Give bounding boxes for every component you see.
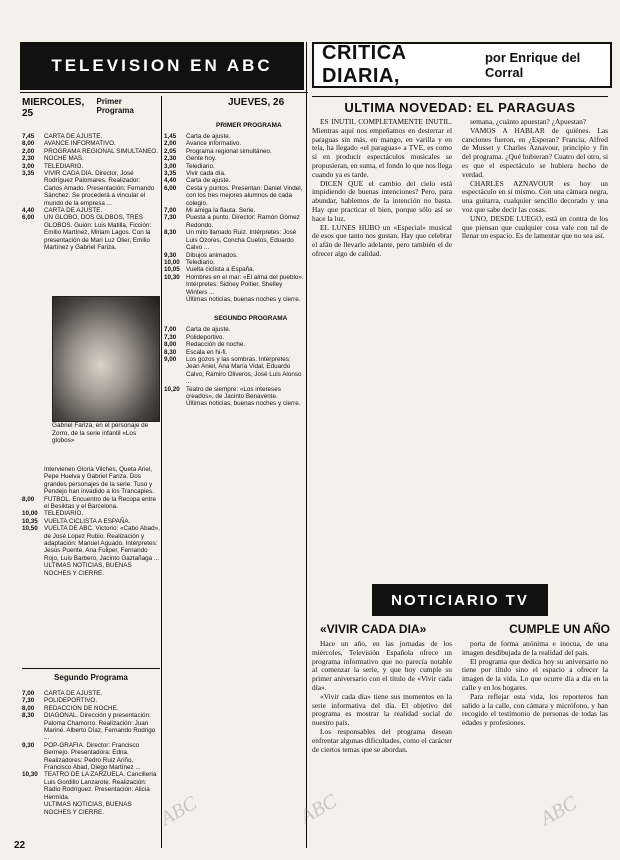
schedule-text: CARTA DE AJUSTE. (44, 207, 103, 215)
schedule-text: Polideportivo. (186, 333, 225, 341)
wednesday-schedule-continued (22, 466, 160, 577)
critica-title: CRITICA DIARIA, (322, 42, 406, 87)
schedule-time: 10,00 (22, 510, 38, 518)
photo-caption: Gabriel Fariza, en el personaje de Zorro, de la serie infantil «Los globos» (52, 422, 149, 445)
schedule-time (22, 466, 44, 496)
schedule-row (22, 496, 160, 511)
schedule-text: TELEDIARIO. (44, 510, 84, 518)
schedule-text: Carta de ajuste. (186, 177, 231, 185)
schedule-row (164, 229, 304, 251)
schedule-row (164, 170, 304, 177)
schedule-time: 6,00 (164, 184, 177, 192)
critica-column-1 (312, 118, 452, 566)
schedule-row (164, 386, 304, 401)
wednesday-second-schedule (22, 690, 160, 816)
schedule-text: TELEDIARIO. (44, 162, 84, 170)
schedule-time: 10,20 (164, 385, 180, 393)
schedule-row (164, 252, 304, 259)
schedule-text: Hombres en el mar: «El alma del pueblo». Intérpretes: Sidney Poitier, Shelley Winters ... (186, 273, 304, 296)
abc-watermark: ABC (156, 792, 201, 831)
thursday-day: JUEVES, 26 (228, 97, 285, 108)
article-paragraph: Para reflejar esta vida, los reporteros han salido a la calle, con cámara y micrófono, y han recogido el testimonio de personas de todas las edades y profesiones. (462, 691, 608, 728)
critica-heading: ULTIMA NOVEDAD: EL PARAGUAS (344, 100, 576, 115)
schedule-text: Escala en hi-fi. (186, 348, 228, 356)
wednesday-program-label: Primer Programa (96, 97, 134, 115)
second-program-label: Segundo Programa (54, 673, 128, 682)
schedule-time (164, 296, 186, 303)
article-paragraph: ES INUTIL COMPLETAMENTE INUTIL. Mientras aquí nos empeñamos en desterrar el paraguas sin más, en mango, en varilla y en tela, ha llegado «el paraguas» a TVE, es como si en producir espectáculos musicales se propusieran, en suma, el fondo lo que nos llega cuando ya es tarde. (312, 118, 452, 179)
schedule-text: Vivir cada día. (186, 170, 226, 178)
page-number: 22 (14, 840, 26, 851)
schedule-text: PROGRAMA REGIONAL SIMULTANEO. (44, 147, 158, 155)
schedule-time: 2,05 (164, 147, 177, 155)
thursday-second-program-label: SEGUNDO PROGRAMA (214, 315, 288, 323)
schedule-text: Telediario. (186, 258, 215, 266)
schedule-time: 7,00 (22, 690, 35, 697)
schedule-text: NOCHE MAS. (44, 155, 84, 163)
schedule-time: 7,45 (22, 133, 35, 140)
schedule-text: Programa regional simultáneo. (186, 147, 272, 155)
schedule-text: Últimas noticias, buenas noches y cierre. (186, 400, 301, 408)
schedule-row (164, 326, 304, 333)
schedule-row (164, 155, 304, 162)
abc-watermark: ABC (536, 792, 581, 831)
schedule-row (22, 170, 160, 207)
schedule-text: REDACCION DE NOCHE. (44, 704, 119, 712)
schedule-time: 6,00 (22, 214, 35, 222)
schedule-text: CARTA DE AJUSTE. (44, 690, 103, 697)
schedule-text: Vuelta ciclista a España. (186, 266, 255, 274)
abc-watermark: ABC (296, 790, 341, 829)
schedule-time (22, 801, 44, 816)
schedule-time: 8,00 (22, 704, 35, 712)
schedule-time (164, 400, 186, 407)
schedule-text: Cesta y puntos. Presentan: Daniel Vindel, con los tres mejores alumnos de cada colegio. (186, 184, 303, 207)
wednesday-schedule (22, 133, 160, 252)
divider (22, 668, 160, 669)
article-paragraph: Hace un año, en las jornadas de los miércoles, Televisión Española ofrece un programa informativo que no parecía notable al comenzar la serie, y que hoy cumple su primer aniversario con el título de «Vivir cada día». (312, 640, 452, 692)
schedule-time: 8,00 (164, 341, 177, 349)
schedule-row (164, 259, 304, 266)
schedule-row (22, 562, 160, 577)
divider (20, 92, 308, 93)
schedule-time: 9,30 (22, 741, 35, 749)
article-paragraph: semana, ¿cuánto apuestan? ¿Apuestan? (470, 118, 587, 126)
wednesday-second-program (22, 668, 160, 816)
schedule-text: Avance informativo. (186, 140, 242, 148)
schedule-time: 10,30 (22, 771, 38, 779)
schedule-row (164, 163, 304, 170)
wednesday-column (22, 97, 160, 252)
schedule-text: Mi amiga la flauta. Serie. (186, 207, 256, 215)
schedule-time: 8,00 (22, 495, 35, 503)
schedule-text: Puesta a punto. Director: Ramón Gómez Redondo. (186, 214, 300, 229)
schedule-text: Carta de ajuste. (186, 326, 231, 334)
schedule-row (164, 400, 304, 407)
schedule-text: Los gozos y las sombras. Intérpretes: Jean Aniel, Ana María Vidal, Eduardo Calvo, Ramiro Oliveros, José Luis Alonso ... (186, 355, 302, 386)
schedule-time: 2,30 (164, 155, 177, 163)
article-paragraph: El programa que dedica hoy su aniversario no tiene por título sino el espacio a ofrecer la imagen de la vida. Lo que ocurre día a día en la calle y en los hogares. (462, 656, 608, 692)
schedule-time: 2,00 (164, 140, 177, 148)
schedule-text: Carta de ajuste. (186, 133, 231, 140)
schedule-row (22, 140, 160, 147)
thursday-column (164, 97, 304, 408)
schedule-row (22, 801, 160, 816)
schedule-time: 10,05 (164, 266, 180, 274)
wednesday-day: MIERCOLES, 25 (22, 97, 85, 119)
schedule-row (22, 525, 160, 562)
schedule-row (22, 712, 160, 742)
schedule-time: 9,00 (164, 355, 177, 363)
schedule-time: 10,00 (164, 258, 180, 266)
schedule-row (22, 697, 160, 704)
schedule-time: 7,30 (164, 214, 177, 222)
article-paragraph: DICEN QUE el cambio del cielo está impidiendo de buenas intenciones? Pero, para abundar, hablemos de la intención no basta. Hay que practicar el bien, porque sólo así se hace la luz. (312, 178, 452, 223)
schedule-row (22, 133, 160, 140)
schedule-text: POLIDEPORTIVO. (44, 697, 98, 705)
schedule-row (22, 207, 160, 214)
noticiario-title-left: «VIVIR CADA DIA» (320, 622, 427, 636)
schedule-row (164, 356, 304, 386)
schedule-text: POP-GRAFIA. Director: Francisco Bermejo. Presentadora: Edna. Realizadores: Pedro Ruiz Ariño, Francisco Abad, Diego Martínez ... (44, 741, 141, 772)
noticiario-title-right: CUMPLE UN AÑO (509, 622, 610, 636)
schedule-time: 1,45 (164, 133, 177, 140)
schedule-text: AVANCE INFORMATIVO. (44, 140, 116, 148)
schedule-text: VUELTA CICLISTA A ESPAÑA. (44, 517, 131, 525)
schedule-row (22, 771, 160, 801)
television-banner: TELEVISION EN ABC (20, 42, 304, 90)
schedule-row (164, 133, 304, 140)
schedule-time: 4,40 (164, 177, 177, 185)
thursday-program-label: PRIMER PROGRAMA (216, 122, 282, 129)
noticiario-banner: NOTICIARIO TV (372, 584, 548, 616)
schedule-row (22, 163, 160, 170)
schedule-text: DIAGONAL. Dirección y presentación: Paloma Chamorro. Realización: Juan Mariné. Alberto Díaz, Fernando Rodrigo ... (44, 712, 156, 742)
schedule-time: 9,30 (164, 251, 177, 259)
schedule-time: 3,00 (164, 162, 177, 170)
photo-gabriel-fariza (52, 296, 160, 422)
schedule-row (164, 214, 304, 229)
schedule-time: 7,00 (164, 207, 177, 215)
schedule-row (164, 341, 304, 348)
article-paragraph: EL LUNES HUBO un «Especial» musical de esos que tanto nos gustan. Hay que celebrar el afán de llevarlo adelante, pero también el de ofrecer algo de calidad. (312, 222, 452, 258)
critica-diaria-header (312, 42, 612, 88)
schedule-time: 4,40 (22, 207, 35, 215)
schedule-time: 8,30 (164, 348, 177, 356)
schedule-text: Intervienen Gloria Vilches, Queta Ariel, Pepe Huelva y Gabriel Fariza. Dos grandes personajes de la serie: Tuso y Pendejo han invadido a los Trancapies. (44, 466, 154, 496)
schedule-text: CARTA DE AJUSTE. (44, 133, 103, 140)
critica-author: por Enrique del Corral (484, 50, 581, 80)
critica-column-2 (462, 118, 608, 566)
schedule-row (164, 274, 304, 296)
schedule-text: Un mito llamado Ruiz. Intérpretes: José Luis Ozores, Concha Cuetos, Eduardo Calvo ... (186, 229, 297, 252)
schedule-time: 7,30 (22, 697, 35, 705)
schedule-text: TEATRO DE LA ZARZUELA. Cancillería Luis Gordillo Lanzarote. Realización: Radio Rodríguez. Presentación: Alicia Hermida. (44, 771, 157, 801)
schedule-text: VUELTA DE ABC. Victorio: «Cabo Abad», de José Lopez Rubio. Realización y adaptación: Manuel Aguado. Intérpretes: Jesús Puente, Ana Fuliper, Fernando Rojo, Luis Barbero, Jacinto Gaztañaga ... (44, 525, 160, 562)
schedule-time: 8,30 (164, 229, 177, 237)
schedule-row (164, 266, 304, 273)
schedule-time: 8,30 (22, 712, 35, 720)
schedule-text: Dibujos animados. (186, 251, 238, 259)
noticiario-headline (320, 622, 610, 636)
schedule-text: Telediario. (186, 162, 215, 170)
schedule-row (164, 207, 304, 214)
schedule-time: 8,00 (22, 140, 35, 148)
schedule-time: 10,50 (22, 525, 38, 533)
schedule-row (22, 214, 160, 251)
schedule-time: 2,30 (22, 155, 35, 163)
schedule-row (22, 510, 160, 517)
schedule-time: 3,00 (22, 162, 35, 170)
schedule-text: FUTBOL. Encuentro de la Recopa entre el Besiktas y el Barcelona. (44, 495, 157, 511)
schedule-text: UN GLOBO, DOS GLOBOS, TRES GLOBOS. Guión: Luis Matilla, Ficción: Emilio Martínez, Miriam Lagos. Con la presentación de Mari Luz Olier, Emilio Martínez y Gabriel Fariza. (44, 214, 152, 252)
schedule-text: Teatro de siempre: «Los intereses creados», de Jacinto Benavente. (186, 385, 281, 400)
schedule-row (164, 334, 304, 341)
schedule-text: VIVIR CADA DIA. Director, José Rodríguez Palomares. Realizador: Carlos Amado. Presentación: Fernando Sánchez. Se procederá a vincular el mundo de la empresa ... (44, 170, 155, 207)
schedule-row (22, 742, 160, 772)
thursday-schedule (164, 133, 304, 303)
schedule-text: Últimas noticias, buenas noches y cierre. (186, 295, 301, 303)
schedule-time: 2,00 (22, 147, 35, 155)
schedule-row (22, 705, 160, 712)
schedule-time (22, 562, 44, 577)
schedule-row (164, 177, 304, 184)
thursday-second-schedule (164, 326, 304, 407)
divider (312, 96, 608, 97)
noticiario-column-1 (312, 640, 452, 850)
schedule-text: Redacción de noche. (186, 341, 246, 349)
article-paragraph: UNO, DESDE LUEGO, está en contra de los que piensan que cualquier cosa vale con tal de llenar un espacio. Es de lamentar que no sea así. (462, 213, 608, 241)
schedule-time: 10,30 (164, 273, 180, 281)
article-paragraph: CHARLES AZNAVOUR es hoy un espectáculo en sí mismo. Con una cámara negra, una guitarra, cualquier sencillo decorado y una voz que sabe decir las cosas. (462, 178, 608, 214)
article-paragraph: «Vivir cada día» tiene sus momentos en la serie informativa del día. El objetivo del programa es mostrar la realidad social de nuestro país. (312, 691, 452, 728)
schedule-time: 3,35 (164, 170, 177, 178)
article-paragraph: porta de forma anónima e inocua, de una imagen desdibujada de la realidad del país. (462, 640, 608, 657)
noticiario-column-2 (462, 640, 608, 850)
article-paragraph: Los responsables del programa desean enfrentar algunas dificultades, como el carácter de ciertos temas que se abordan. (312, 726, 452, 754)
schedule-row (164, 349, 304, 356)
schedule-row (164, 296, 304, 303)
schedule-row (22, 155, 160, 162)
schedule-row (22, 466, 160, 496)
schedule-row (164, 185, 304, 207)
schedule-time: 10,35 (22, 517, 38, 525)
schedule-row (22, 690, 160, 697)
schedule-text: ULTIMAS NOTICIAS, BUENAS NOCHES Y CIERRE. (44, 562, 132, 577)
schedule-text: ULTIMAS NOTICIAS, BUENAS NOCHES Y CIERRE. (44, 801, 132, 816)
schedule-time: 7,00 (164, 326, 177, 334)
schedule-row (164, 140, 304, 147)
schedule-row (164, 148, 304, 155)
schedule-time: 7,30 (164, 333, 177, 341)
schedule-time: 3,35 (22, 170, 35, 178)
schedule-text: Gente hoy. (186, 155, 217, 163)
divider (161, 96, 162, 848)
schedule-row (22, 148, 160, 155)
article-paragraph: VAMOS A HABLAR de quiénes. Las canciones fueron, en ¿Esperan? Francia, Alfred de Musset y Charles Aznavour, principio y fin del programa. ¿Qué hubieran? Cuatro del otro, si es que el espectáculo se hubiera hecho de verdad. (462, 125, 608, 179)
divider (306, 42, 307, 848)
schedule-row (22, 518, 160, 525)
